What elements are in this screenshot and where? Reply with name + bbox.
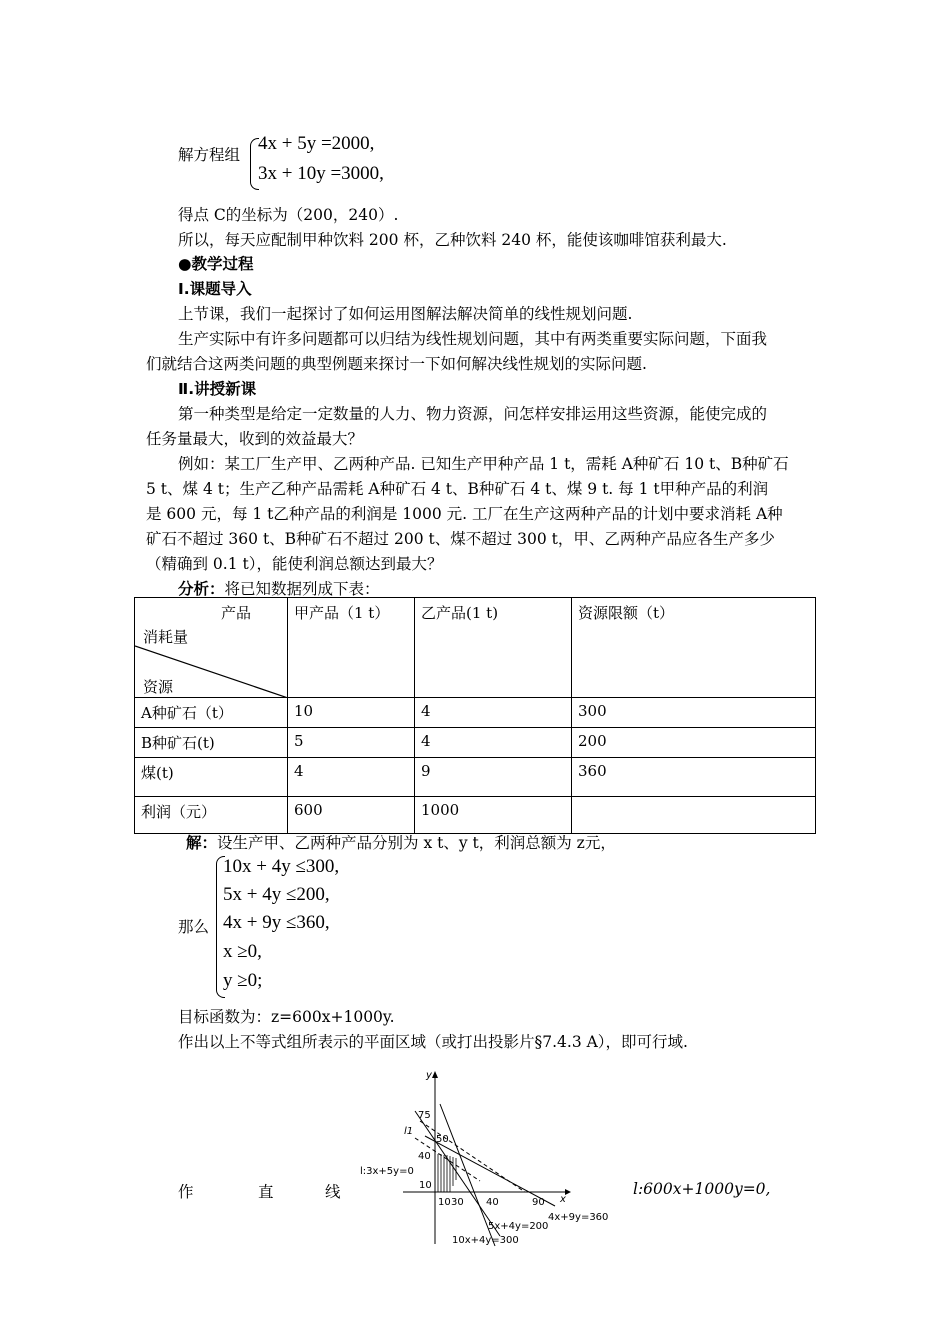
- table-cell: 4: [415, 698, 572, 728]
- draw-word-3: 线: [325, 1183, 341, 1201]
- equation-2: 3x + 10y =3000,: [258, 163, 384, 184]
- table-cell: 利润（元）: [135, 797, 288, 834]
- analysis-label: 分析：: [178, 580, 225, 598]
- inequality-3: 4x + 9y ≤360,: [223, 912, 330, 933]
- line-5x4y-label: 5x+4y=200: [488, 1221, 549, 1232]
- table-cell: 10: [288, 698, 415, 728]
- line-10x4y-label: 10x+4y=300: [452, 1235, 519, 1246]
- draw-word-1: 作: [178, 1183, 194, 1201]
- table-header: 乙产品(1 t): [415, 598, 572, 698]
- analysis-text: 将已知数据列成下表：: [224, 580, 380, 598]
- feasible-region-text: 作出以上不等式组所表示的平面区域（或打出投影片§7.4.3 A），即可行域.: [178, 1033, 688, 1051]
- table-cell: A种矿石（t）: [135, 698, 288, 728]
- table-cell: 煤(t): [135, 758, 288, 797]
- resource-table: [134, 597, 816, 834]
- new-lesson-heading: Ⅱ.讲授新课: [178, 380, 257, 398]
- example-line-d: 矿石不超过 360 t、B种矿石不超过 200 t、煤不超过 300 t，甲、乙两种产品应各生产多少: [146, 530, 775, 548]
- example-line-b: 5 t、煤 4 t；生产乙种产品需耗 A种矿石 4 t、B种矿石 4 t、煤 9 t. 每 1 t甲种产品的利润: [146, 480, 769, 498]
- table-cell: 200: [572, 728, 816, 758]
- y-tick-10: 10: [419, 1180, 432, 1191]
- type1-paragraph-b: 任务量最大，收到的效益最大？: [146, 430, 364, 448]
- table-cell: 1000: [415, 797, 572, 834]
- x-tick-10: 10: [438, 1197, 451, 1208]
- line-l1: [420, 1121, 525, 1192]
- line-l-equation: l:600x+1000y=0,: [633, 1180, 771, 1198]
- type1-paragraph-a: 第一种类型是给定一定数量的人力、物力资源，问怎样安排运用这些资源，能使完成的: [178, 405, 768, 423]
- table-row: [135, 728, 816, 758]
- y-axis-arrow: [432, 1071, 438, 1078]
- table-cell: 600: [288, 797, 415, 834]
- line-5x4y200: [415, 1111, 500, 1236]
- table-header: 资源限额（t）: [572, 598, 816, 698]
- inequality-4: x ≥0,: [223, 941, 262, 962]
- intro-paragraph-2b: 们就结合这两类问题的典型例题来探讨一下如何解决线性规划的实际问题.: [146, 355, 647, 373]
- y-tick-50: 50: [436, 1134, 449, 1145]
- inequality-1: 10x + 4y ≤300,: [223, 856, 340, 877]
- feasible-region-diagram: [360, 1066, 620, 1250]
- conclusion-text: 所以，每天应配制甲种饮料 200 杯，乙种饮料 240 杯，能使该咖啡馆获利最大.: [178, 231, 727, 249]
- solution-line: [186, 831, 616, 853]
- l1-label: l1: [404, 1126, 414, 1137]
- table-cell: 300: [572, 698, 816, 728]
- y-tick-40: 40: [418, 1151, 431, 1162]
- example-line-a: 例如：某工厂生产甲、乙两种产品. 已知生产甲种产品 1 t，需耗 A种矿石 10 t、B种矿石: [178, 455, 789, 473]
- table-row: [135, 698, 816, 728]
- x-tick-40: 40: [486, 1197, 499, 1208]
- intro-heading: Ⅰ.课题导入: [178, 280, 252, 298]
- table-header: 甲产品（1 t）: [288, 598, 415, 698]
- table-row: [135, 758, 816, 797]
- x-axis-label: x: [560, 1194, 566, 1205]
- solution-text: 设生产甲、乙两种产品分别为 x t、y t，利润总额为 z元，: [217, 834, 616, 852]
- corner-mid-label: 消耗量: [143, 628, 189, 646]
- x-tick-90: 90: [532, 1197, 545, 1208]
- analysis-line: [178, 577, 380, 599]
- table-row: [135, 797, 816, 834]
- table-cell: 9: [415, 758, 572, 797]
- intro-paragraph-1: 上节课，我们一起探讨了如何运用图解法解决简单的线性规划问题.: [178, 305, 633, 323]
- table-cell: 5: [288, 728, 415, 758]
- inequality-5: y ≥0;: [223, 970, 263, 991]
- example-line-c: 是 600 元，每 1 t乙种产品的利润是 1000 元. 工厂在生产这两种产品的计划中要求消耗 A种: [146, 505, 783, 523]
- table-cell: 4: [288, 758, 415, 797]
- objective-function: 目标函数为：z=600x+1000y.: [178, 1008, 395, 1026]
- y-tick-75: 75: [418, 1110, 431, 1121]
- table-cell: 4: [415, 728, 572, 758]
- intro-paragraph-2a: 生产实际中有许多问题都可以归结为线性规划问题，其中有两类重要实际问题，下面我: [178, 330, 768, 348]
- table-cell: [572, 797, 816, 834]
- solution-label: 解：: [186, 834, 218, 852]
- solve-label: 解方程组: [178, 146, 241, 164]
- table-cell: B种矿石(t): [135, 728, 288, 758]
- then-label: 那么: [178, 918, 210, 936]
- equation-1: 4x + 5y =2000,: [258, 133, 375, 154]
- y-axis-label: y: [426, 1070, 432, 1081]
- x-tick-30: 30: [451, 1197, 464, 1208]
- line-10x4y300: [440, 1104, 495, 1246]
- table-corner-cell: [135, 598, 288, 698]
- point-c-text: 得点 C的坐标为（200，240）.: [178, 206, 399, 224]
- table-cell: 360: [572, 758, 816, 797]
- teaching-process-heading: ●教学过程: [178, 255, 254, 273]
- line-4x9y-label: 4x+9y=360: [548, 1212, 609, 1223]
- corner-bottom-label: 资源: [143, 678, 174, 696]
- draw-word-2: 直: [258, 1183, 274, 1201]
- corner-top-label: 产品: [221, 604, 252, 622]
- example-line-e: （精确到 0.1 t），能使利润总额达到最大？: [146, 555, 443, 573]
- line-4x9y360: [425, 1136, 555, 1206]
- inequality-2: 5x + 4y ≤200,: [223, 884, 330, 905]
- l-line-label: l:3x+5y=0: [360, 1166, 414, 1177]
